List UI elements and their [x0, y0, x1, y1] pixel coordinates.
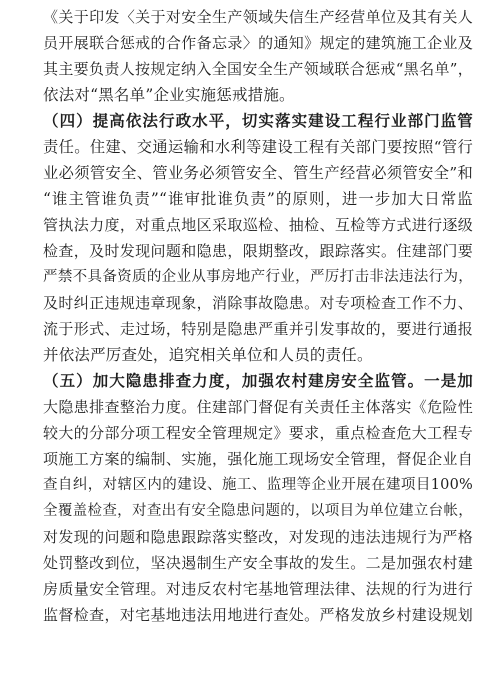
text-line: 严禁不具备资质的企业从事房地产行业，严厉打击非法违法行为，	[43, 269, 473, 285]
text-line: 较大的分部分项工程安全管理规定》要求，重点检查危大工程专	[43, 424, 473, 442]
text-line: 房质量安全管理。对违反农村宅基地管理法律、法规的行为进行	[43, 580, 473, 598]
text-line: 流于形式、走过场，特别是隐患严重并引发事故的，要进行通报	[43, 320, 473, 338]
text-line: 对发现的问题和隐患跟踪落实整改，对发现的违法违规行为严格	[43, 528, 473, 546]
text-line: 全覆盖检查，对查出有安全隐患问题的，以项目为单位建立台帐，	[43, 503, 473, 519]
text-line: 《关于印发〈关于对安全生产领域失信生产经营单位及其有关人	[43, 8, 473, 26]
text-line: 并依法严厉查处，追究相关单位和人员的责任。	[43, 346, 373, 364]
section-heading-line: （五）加大隐患排查力度，加强农村建房安全监管。一是加	[43, 371, 473, 390]
text-line: 责任。住建、交通运输和水利等建设工程有关部门要按照“管行	[43, 138, 473, 156]
text-line: 处罚整改到位，坚决遏制生产安全事故的发生。二是加强农村建	[43, 554, 473, 572]
text-line: 管执法力度，对重点地区采取巡检、抽检、互检等方式进行逐级	[43, 216, 473, 234]
document-body	[43, 4, 473, 628]
section-heading-line: （四）提高依法行政水平，切实落实建设工程行业部门监管	[43, 111, 473, 130]
text-line: 大隐患排查整治力度。住建部门督促有关责任主体落实《危险性	[43, 398, 473, 416]
text-line: 依法对“黑名单”企业实施惩戒措施。	[43, 86, 295, 104]
text-line: 业必须管安全、管业务必须管安全、管生产经营必须管安全”和	[43, 164, 473, 182]
text-line: 检查，及时发现问题和隐患，限期整改，跟踪落实。住建部门要	[43, 242, 473, 260]
text-line: 员开展联合惩戒的合作备忘录〉的通知》规定的建筑施工企业及	[43, 34, 473, 52]
text-line: 查自纠，对辖区内的建设、施工、监理等企业开展在建项目100%	[43, 477, 473, 493]
text-line: 及时纠正违规违章现象，消除事故隐患。对专项检查工作不力、	[43, 294, 473, 312]
text-line: 监督检查，对宅基地违法用地进行查处。严格发放乡村建设规划	[43, 606, 473, 624]
text-line: 其主要负责人按规定纳入全国安全生产领域联合惩戒“黑名单”，	[43, 60, 473, 78]
text-line: 项施工方案的编制、实施，强化施工现场安全管理，督促企业自	[43, 450, 473, 468]
text-line: “谁主管谁负责”“谁审批谁负责”的原则，进一步加大日常监	[43, 190, 473, 208]
